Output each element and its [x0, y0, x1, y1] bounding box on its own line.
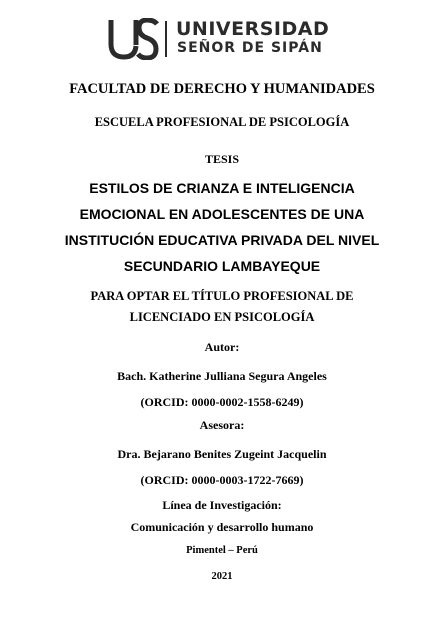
document-type: TESIS [204, 152, 240, 166]
research-line-value: Comunicación y desarrollo humano [130, 520, 314, 534]
logo-university-text: UNIVERSIDAD [176, 18, 330, 40]
purpose-line-2: LICENCIADO EN PSICOLOGÍA [129, 310, 315, 324]
advisor-name: Dra. Bejarano Benites Zugeint Jacquelin [117, 447, 327, 461]
university-logo [108, 18, 330, 60]
advisor-label: Asesora: [199, 418, 245, 432]
logo-name-text: SEÑOR DE SIPÁN [177, 40, 323, 56]
research-line-label: Línea de Investigación: [162, 498, 282, 512]
purpose-line-1: PARA OPTAR EL TÍTULO PROFESIONAL DE [90, 289, 354, 303]
thesis-title-line-1: ESTILOS DE CRIANZA E INTELIGENCIA [89, 180, 355, 196]
author-name: Bach. Katherine Julliana Segura Angeles [117, 369, 327, 383]
author-label: Autor: [204, 340, 240, 354]
thesis-title-line-3: INSTITUCIÓN EDUCATIVA PRIVADA DEL NIVEL [64, 232, 380, 248]
year: 2021 [211, 571, 233, 582]
faculty-heading: FACULTAD DE DERECHO Y HUMANIDADES [69, 81, 375, 97]
us-monogram-icon [108, 18, 160, 60]
logo-divider [165, 21, 167, 57]
thesis-title-line-2: EMOCIONAL EN ADOLESCENTES DE UNA [79, 206, 365, 222]
school-heading: ESCUELA PROFESIONAL DE PSICOLOGÍA [94, 115, 350, 129]
advisor-orcid: (ORCID: 0000-0003-1722-7669) [140, 473, 304, 487]
author-orcid: (ORCID: 0000-0002-1558-6249) [140, 395, 304, 409]
location: Pimentel – Perú [186, 545, 258, 556]
thesis-title-line-4: SECUNDARIO LAMBAYEQUE [123, 258, 321, 274]
